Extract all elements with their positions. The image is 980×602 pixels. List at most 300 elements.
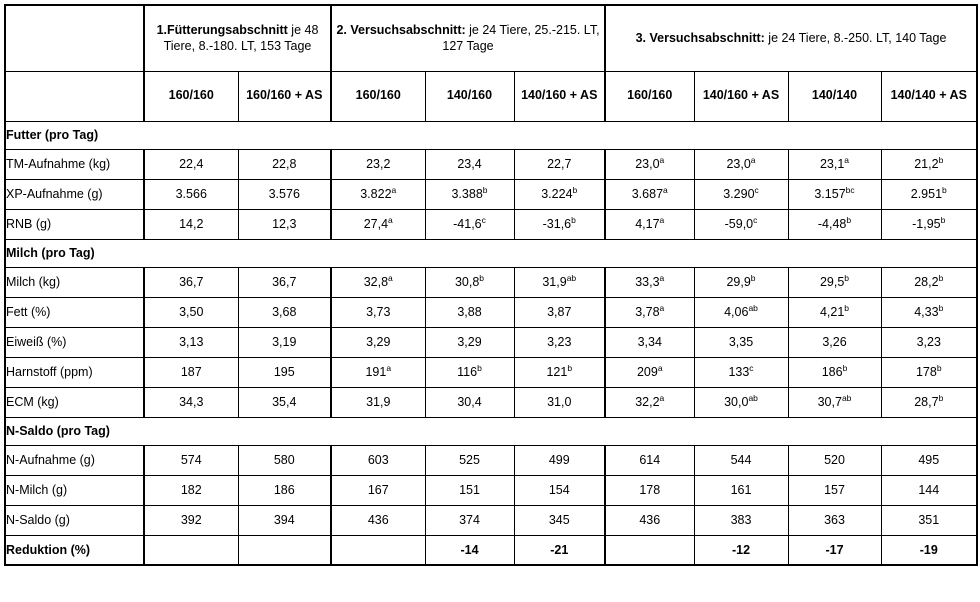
data-cell xyxy=(238,445,331,475)
cell-value: 2.951 xyxy=(910,186,943,201)
group-header-title: 2. Versuchsabschnitt: xyxy=(336,23,466,37)
table-row xyxy=(5,297,977,327)
cell-value: 544 xyxy=(730,452,752,467)
data-cell xyxy=(605,387,694,417)
cell-superscript: ab xyxy=(566,272,577,283)
cell-superscript: a xyxy=(657,362,663,373)
cell-value: 3,50 xyxy=(179,304,204,319)
cell-superscript: b xyxy=(842,362,848,373)
cell-superscript: b xyxy=(940,214,946,225)
cell-superscript: b xyxy=(567,362,573,373)
cell-superscript: c xyxy=(749,362,754,373)
data-cell xyxy=(694,357,788,387)
data-cell xyxy=(238,149,331,179)
cell-value: 154 xyxy=(548,482,570,497)
data-cell xyxy=(144,535,238,565)
cell-value: 33,3 xyxy=(635,274,660,289)
table-row xyxy=(5,475,977,505)
column-header-abschnitt-3-1: 160/160 xyxy=(605,71,694,121)
data-cell xyxy=(605,357,694,387)
cell-value: 580 xyxy=(273,452,295,467)
cell-value: 22,7 xyxy=(547,156,572,171)
group-header-detail: je 24 Tiere, 25.-215. LT, 127 Tage xyxy=(442,23,600,54)
data-cell xyxy=(425,505,514,535)
data-cell xyxy=(238,357,331,387)
cell-value: 345 xyxy=(548,512,570,527)
group-header-detail: je 24 Tiere, 8.-250. LT, 140 Tage xyxy=(764,31,947,46)
cell-superscript: b xyxy=(482,184,488,195)
row-label: Milch (kg) xyxy=(5,267,144,297)
data-cell xyxy=(514,297,605,327)
cell-value: 167 xyxy=(367,482,389,497)
data-cell xyxy=(881,297,977,327)
data-cell xyxy=(331,297,425,327)
cell-superscript: a xyxy=(388,214,393,225)
data-cell xyxy=(514,327,605,357)
cell-value: 191 xyxy=(365,364,387,379)
cell-value: -21 xyxy=(550,542,569,557)
cell-value: 178 xyxy=(915,364,937,379)
data-cell xyxy=(694,179,788,209)
cell-value: 182 xyxy=(180,482,202,497)
cell-value: 31,9 xyxy=(366,394,391,409)
cell-value: 3,78 xyxy=(635,304,660,319)
cell-value: 383 xyxy=(730,512,752,527)
data-cell xyxy=(331,327,425,357)
cell-value: 3.388 xyxy=(451,186,483,201)
cell-value: 3.290 xyxy=(723,186,755,201)
cell-value: 144 xyxy=(918,482,940,497)
table-container xyxy=(4,4,976,566)
data-cell xyxy=(788,535,881,565)
cell-value: 520 xyxy=(824,452,845,467)
cell-value: 3,88 xyxy=(457,304,482,319)
data-cell xyxy=(144,149,238,179)
cell-superscript: b xyxy=(750,272,756,283)
cell-value: 436 xyxy=(367,512,389,527)
data-cell xyxy=(238,327,331,357)
data-cell xyxy=(788,297,881,327)
cell-value: 187 xyxy=(180,364,202,379)
table-row xyxy=(5,179,977,209)
table-row xyxy=(5,387,977,417)
data-cell xyxy=(514,267,605,297)
cell-superscript: b xyxy=(572,184,578,195)
data-cell xyxy=(605,327,694,357)
cell-value: 363 xyxy=(824,512,845,527)
data-cell xyxy=(694,297,788,327)
cell-superscript: a xyxy=(844,154,850,165)
group-header-title: 3. Versuchsabschnitt: xyxy=(635,31,765,46)
data-cell xyxy=(881,267,977,297)
data-cell xyxy=(144,445,238,475)
cell-value: 12,3 xyxy=(272,216,297,231)
data-cell xyxy=(605,505,694,535)
cell-value: 4,33 xyxy=(914,304,939,319)
data-cell xyxy=(788,149,881,179)
table-row xyxy=(5,357,977,387)
cell-value: 3.157 xyxy=(814,186,846,201)
data-cell xyxy=(144,209,238,239)
cell-value: 574 xyxy=(180,452,202,467)
data-cell xyxy=(514,535,605,565)
data-cell xyxy=(788,505,881,535)
table-row xyxy=(5,149,977,179)
cell-value: 392 xyxy=(180,512,202,527)
column-header-abschnitt-3-3: 140/140 xyxy=(788,71,881,121)
cell-value: -59,0 xyxy=(724,216,754,231)
cell-superscript: a xyxy=(659,214,665,225)
cell-value: 30,7 xyxy=(817,394,842,409)
cell-superscript: b xyxy=(844,302,850,313)
cell-superscript: c xyxy=(753,214,758,225)
cell-value: 14,2 xyxy=(179,216,204,231)
data-cell xyxy=(425,179,514,209)
cell-value: 31,0 xyxy=(547,394,572,409)
column-header-abschnitt-1-1: 160/160 xyxy=(144,71,238,121)
table-row xyxy=(5,505,977,535)
cell-value: 3.687 xyxy=(631,186,664,201)
cell-value: 23,0 xyxy=(726,156,751,171)
table-row xyxy=(5,267,977,297)
data-cell xyxy=(238,387,331,417)
cell-value: 32,8 xyxy=(363,274,389,289)
data-cell xyxy=(881,505,977,535)
data-cell xyxy=(331,387,425,417)
data-cell xyxy=(605,149,694,179)
cell-value: 35,4 xyxy=(272,394,297,409)
cell-value: 3,68 xyxy=(272,304,297,319)
cell-value: 23,2 xyxy=(366,156,391,171)
group-header-abschnitt-2 xyxy=(331,5,605,71)
data-cell xyxy=(788,327,881,357)
data-cell xyxy=(788,179,881,209)
cell-value: 31,9 xyxy=(542,274,567,289)
column-header-abschnitt-2-3: 140/160 + AS xyxy=(514,71,605,121)
cell-superscript: b xyxy=(936,362,942,373)
data-cell xyxy=(144,297,238,327)
cell-value: 30,0 xyxy=(724,394,749,409)
cell-value: 30,4 xyxy=(457,394,482,409)
data-cell xyxy=(425,327,514,357)
cell-value: -17 xyxy=(825,542,844,557)
data-cell xyxy=(605,535,694,565)
section-title: N-Saldo (pro Tag) xyxy=(5,417,977,445)
cell-value: 28,7 xyxy=(914,394,939,409)
data-cell xyxy=(331,179,425,209)
cell-value: 3,29 xyxy=(457,334,482,349)
row-label: Reduktion (%) xyxy=(5,535,144,565)
group-header-abschnitt-1 xyxy=(144,5,331,71)
cell-value: 4,06 xyxy=(724,304,749,319)
data-cell xyxy=(425,475,514,505)
data-cell xyxy=(425,297,514,327)
cell-value: 3,87 xyxy=(547,304,572,319)
cell-value: 3.822 xyxy=(360,186,392,201)
data-cell xyxy=(331,475,425,505)
cell-value: 374 xyxy=(459,512,480,527)
cell-superscript: ab xyxy=(748,392,758,403)
row-label: Eiweiß (%) xyxy=(5,327,144,357)
data-cell xyxy=(238,267,331,297)
cell-value: 161 xyxy=(730,482,752,497)
data-cell xyxy=(694,445,788,475)
data-cell xyxy=(425,149,514,179)
cell-value: 28,2 xyxy=(914,274,939,289)
data-cell xyxy=(881,149,977,179)
data-cell xyxy=(331,445,425,475)
cell-superscript: a xyxy=(750,154,756,165)
cell-value: -14 xyxy=(460,542,479,557)
data-cell xyxy=(881,475,977,505)
group-header-title: 1.Fütterungsabschnitt xyxy=(156,23,288,37)
data-cell xyxy=(694,149,788,179)
column-header-abschnitt-2-1: 160/160 xyxy=(331,71,425,121)
data-cell xyxy=(514,149,605,179)
row-label: Harnstoff (ppm) xyxy=(5,357,144,387)
data-cell xyxy=(331,357,425,387)
data-cell xyxy=(881,209,977,239)
data-cell xyxy=(881,387,977,417)
data-cell xyxy=(331,505,425,535)
data-cell xyxy=(238,535,331,565)
cell-value: 23,4 xyxy=(457,156,482,171)
cell-superscript: c xyxy=(754,184,759,195)
data-cell xyxy=(238,297,331,327)
cell-value: 23,0 xyxy=(635,156,660,171)
data-cell xyxy=(881,327,977,357)
data-cell xyxy=(514,357,605,387)
cell-value: 3.224 xyxy=(541,186,573,201)
cell-superscript: b xyxy=(844,272,850,283)
cell-value: 27,4 xyxy=(363,216,389,231)
cell-superscript: a xyxy=(386,362,392,373)
section-header-row xyxy=(5,121,977,149)
cell-value: 3.576 xyxy=(268,186,300,201)
cell-superscript: ab xyxy=(841,392,852,403)
data-cell xyxy=(425,209,514,239)
data-cell xyxy=(514,209,605,239)
cell-superscript: bc xyxy=(845,184,855,195)
data-cell xyxy=(694,267,788,297)
results-table xyxy=(4,4,978,566)
cell-value: 436 xyxy=(639,512,661,527)
data-cell xyxy=(881,357,977,387)
cell-superscript: b xyxy=(938,154,944,165)
data-cell xyxy=(694,387,788,417)
cell-value: 116 xyxy=(457,364,478,379)
cell-value: 186 xyxy=(821,364,843,379)
data-cell xyxy=(694,535,788,565)
cell-value: 34,3 xyxy=(179,394,204,409)
data-cell xyxy=(788,387,881,417)
data-cell xyxy=(694,505,788,535)
data-cell xyxy=(605,297,694,327)
table-row xyxy=(5,535,977,565)
data-cell xyxy=(694,475,788,505)
data-cell xyxy=(144,387,238,417)
cell-value: 186 xyxy=(273,482,295,497)
cell-value: 351 xyxy=(918,512,940,527)
data-cell xyxy=(788,209,881,239)
column-header-abschnitt-3-2: 140/160 + AS xyxy=(694,71,788,121)
data-cell xyxy=(425,357,514,387)
table-row xyxy=(5,445,977,475)
cell-value: 4,21 xyxy=(819,304,845,319)
table-row xyxy=(5,327,977,357)
cell-value: -1,95 xyxy=(912,216,941,231)
cell-superscript: b xyxy=(938,302,944,313)
cell-superscript: b xyxy=(846,214,852,225)
header-row-groups xyxy=(5,5,977,71)
cell-superscript: c xyxy=(481,214,486,225)
cell-superscript: b xyxy=(942,184,947,195)
data-cell xyxy=(514,505,605,535)
cell-value: 3,23 xyxy=(547,334,572,349)
cell-superscript: a xyxy=(659,272,665,283)
cell-value: 22,4 xyxy=(179,156,204,171)
cell-value: 499 xyxy=(548,452,570,467)
row-label: N-Milch (g) xyxy=(5,475,144,505)
cell-value: 3,73 xyxy=(366,304,391,319)
cell-value: 495 xyxy=(918,452,940,467)
section-header-row xyxy=(5,417,977,445)
cell-value: 22,8 xyxy=(272,156,297,171)
table-corner-cell xyxy=(5,5,144,71)
column-header-abschnitt-1-2: 160/160 + AS xyxy=(238,71,331,121)
data-cell xyxy=(331,209,425,239)
data-cell xyxy=(425,445,514,475)
table-body xyxy=(5,5,977,565)
data-cell xyxy=(238,209,331,239)
cell-value: 36,7 xyxy=(179,274,204,289)
cell-superscript: a xyxy=(391,184,397,195)
data-cell xyxy=(514,445,605,475)
cell-value: -19 xyxy=(919,542,938,557)
column-header-abschnitt-2-2: 140/160 xyxy=(425,71,514,121)
data-cell xyxy=(514,475,605,505)
data-cell xyxy=(788,445,881,475)
cell-value: 29,5 xyxy=(819,274,845,289)
row-label: ECM (kg) xyxy=(5,387,144,417)
data-cell xyxy=(144,475,238,505)
cell-value: 3,13 xyxy=(179,334,204,349)
cell-value: -12 xyxy=(731,542,751,557)
header-row-treatments xyxy=(5,71,977,121)
data-cell xyxy=(238,179,331,209)
cell-value: -31,6 xyxy=(542,216,572,231)
cell-value: 3.566 xyxy=(175,186,207,201)
cell-value: 195 xyxy=(273,364,295,379)
data-cell xyxy=(144,179,238,209)
cell-value: 30,8 xyxy=(454,274,480,289)
cell-value: -41,6 xyxy=(453,216,482,231)
data-cell xyxy=(881,179,977,209)
group-header-detail: je 48 Tiere, 8.-180. LT, 153 Tage xyxy=(163,23,319,54)
cell-value: 3,19 xyxy=(272,334,297,349)
cell-value: 3,34 xyxy=(637,334,662,349)
cell-superscript: a xyxy=(659,392,665,403)
cell-superscript: b xyxy=(938,392,944,403)
cell-value: 3,26 xyxy=(822,334,847,349)
group-header-abschnitt-3 xyxy=(605,5,977,71)
cell-value: -4,48 xyxy=(817,216,847,231)
cell-value: 178 xyxy=(639,482,661,497)
data-cell xyxy=(514,179,605,209)
data-cell xyxy=(694,209,788,239)
cell-superscript: ab xyxy=(748,302,758,313)
cell-superscript: a xyxy=(388,272,393,283)
data-cell xyxy=(425,535,514,565)
data-cell xyxy=(881,535,977,565)
cell-value: 133 xyxy=(728,364,750,379)
cell-value: 603 xyxy=(367,452,389,467)
data-cell xyxy=(144,357,238,387)
cell-value: 394 xyxy=(273,512,295,527)
cell-value: 29,9 xyxy=(726,274,751,289)
row-label: N-Saldo (g) xyxy=(5,505,144,535)
data-cell xyxy=(788,357,881,387)
row-label: XP-Aufnahme (g) xyxy=(5,179,144,209)
cell-superscript: a xyxy=(659,302,665,313)
data-cell xyxy=(331,267,425,297)
table-corner-cell-2 xyxy=(5,71,144,121)
cell-value: 21,2 xyxy=(914,156,939,171)
cell-value: 23,1 xyxy=(819,156,845,171)
data-cell xyxy=(881,445,977,475)
data-cell xyxy=(331,535,425,565)
column-header-abschnitt-3-4: 140/140 + AS xyxy=(881,71,977,121)
row-label: Fett (%) xyxy=(5,297,144,327)
section-header-row xyxy=(5,239,977,267)
cell-superscript: b xyxy=(571,214,576,225)
cell-superscript: b xyxy=(938,272,944,283)
cell-value: 121 xyxy=(546,364,568,379)
data-cell xyxy=(238,505,331,535)
data-cell xyxy=(425,387,514,417)
data-cell xyxy=(605,267,694,297)
cell-superscript: b xyxy=(479,272,485,283)
cell-superscript: a xyxy=(663,184,668,195)
cell-value: 525 xyxy=(459,452,480,467)
cell-value: 3,23 xyxy=(916,334,941,349)
row-label: RNB (g) xyxy=(5,209,144,239)
cell-value: 614 xyxy=(639,452,661,467)
cell-value: 3,29 xyxy=(366,334,391,349)
data-cell xyxy=(331,149,425,179)
data-cell xyxy=(605,179,694,209)
cell-value: 4,17 xyxy=(635,216,660,231)
data-cell xyxy=(144,267,238,297)
cell-superscript: b xyxy=(477,362,482,373)
cell-value: 36,7 xyxy=(272,274,297,289)
data-cell xyxy=(238,475,331,505)
cell-value: 3,35 xyxy=(728,334,754,349)
data-cell xyxy=(425,267,514,297)
data-cell xyxy=(514,387,605,417)
cell-value: 157 xyxy=(824,482,845,497)
cell-value: 32,2 xyxy=(635,394,660,409)
data-cell xyxy=(605,209,694,239)
data-cell xyxy=(144,505,238,535)
data-cell xyxy=(144,327,238,357)
cell-value: 151 xyxy=(459,482,480,497)
cell-superscript: a xyxy=(659,154,665,165)
data-cell xyxy=(605,475,694,505)
table-row xyxy=(5,209,977,239)
data-cell xyxy=(694,327,788,357)
data-cell xyxy=(788,267,881,297)
